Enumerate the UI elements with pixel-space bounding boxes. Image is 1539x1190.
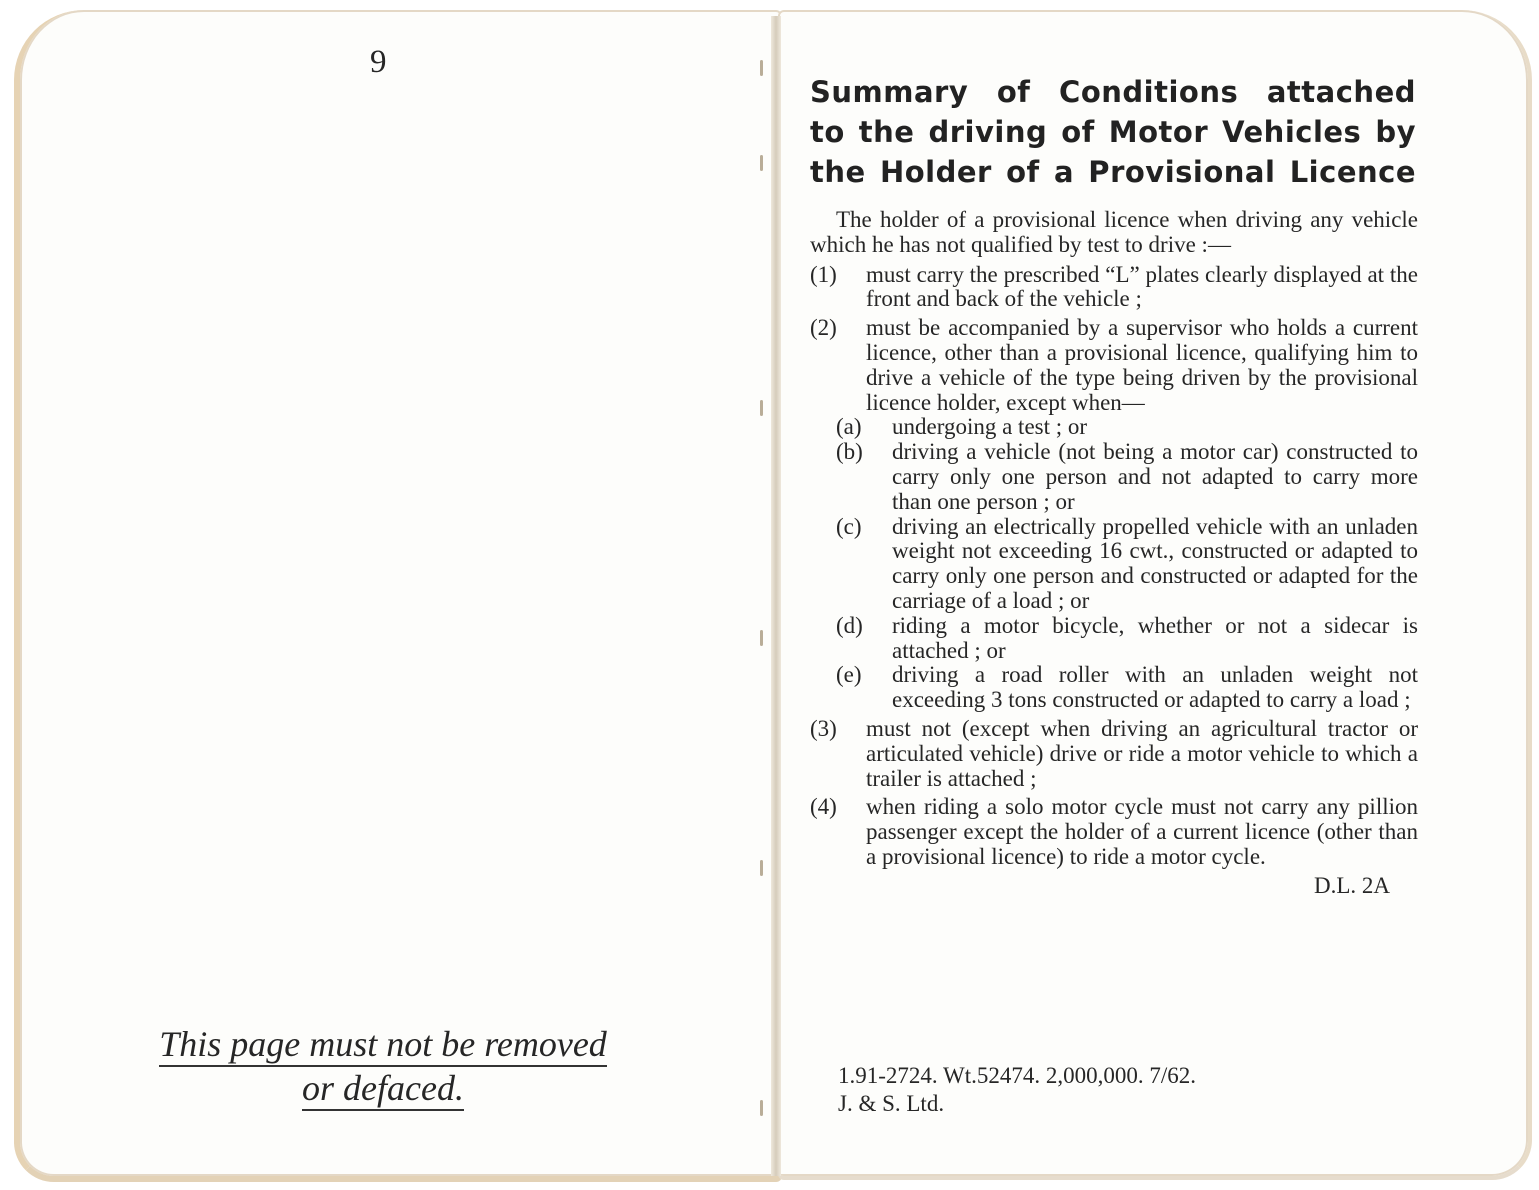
condition-item <box>810 717 1418 791</box>
notice-line-2: or defaced. <box>302 1068 464 1111</box>
heading-line: the Holder of a Provisional Licence <box>810 155 1416 189</box>
print-reference: 1.91-2724. Wt.52474. 2,000,000. 7/62. <box>838 1063 1196 1088</box>
exception-text: driving a road roller with an unladen weight not exceeding 3 tons constructed or adapted to carry a load ; <box>892 662 1418 713</box>
condition-text: must carry the prescribed “L” plates clearly displayed at the front and back of the vehicle ; <box>866 261 1418 312</box>
condition-item <box>810 795 1418 869</box>
spine-stitch <box>760 400 763 416</box>
exception-text: driving an electrically propelled vehicle with an unladen weight not exceeding 16 cwt., constructed or adapted to carry only one person and constructed or adapted for the carriage of a load ; or <box>892 513 1418 613</box>
spine-stitch <box>760 860 763 876</box>
exception-item <box>836 663 1418 713</box>
heading-line: Summary of Conditions attached <box>810 75 1416 109</box>
condition-text: must be accompanied by a supervisor who holds a current licence, other than a provisional licence, qualifying him to drive a vehicle of the type being driven by the provisional licence holder, except when— <box>866 315 1418 415</box>
exception-text: undergoing a test ; or <box>892 414 1088 440</box>
form-code: D.L. 2A <box>1313 872 1390 898</box>
exception-letter: (d) <box>836 612 863 638</box>
condition-text: when riding a solo motor cycle must not carry any pillion passenger except the holder of a current licence (other than a provisional licence) to ride a motor cycle. <box>866 794 1418 869</box>
exception-letter: (b) <box>836 439 863 465</box>
exception-letter: (e) <box>836 662 862 688</box>
condition-number: (4) <box>810 794 837 820</box>
booklet-spine <box>771 16 781 1176</box>
spine-stitch <box>760 155 763 171</box>
page-heading <box>810 72 1416 192</box>
exception-letter: (a) <box>836 414 862 440</box>
heading-line: to the driving of Motor Vehicles by <box>810 115 1416 149</box>
exception-item <box>836 415 1418 440</box>
printer-imprint <box>838 1062 1196 1118</box>
spine-stitch <box>760 60 763 76</box>
condition-number: (2) <box>810 315 837 341</box>
removal-notice <box>40 1022 726 1110</box>
exception-item <box>836 515 1418 614</box>
conditions-text <box>810 208 1418 899</box>
condition-number: (1) <box>810 261 837 287</box>
exception-text: riding a motor bicycle, whether or not a sidecar is attached ; or <box>892 612 1418 663</box>
exception-item <box>836 614 1418 664</box>
condition-text: must not (except when driving an agricultural tractor or articulated vehicle) drive or ride a motor vehicle to which a trailer is attached ; <box>866 715 1418 791</box>
condition-number: (3) <box>810 715 837 741</box>
notice-line-1: This page must not be removed <box>159 1024 607 1067</box>
printer-name: J. & S. Ltd. <box>838 1091 945 1116</box>
exception-item <box>836 440 1418 514</box>
page-number: 9 <box>370 44 387 80</box>
spine-stitch <box>760 1100 763 1116</box>
exception-letter: (c) <box>836 513 862 539</box>
left-page <box>14 10 782 1182</box>
intro-paragraph: The holder of a provisional licence when driving any vehicle which he has not qualified by test to drive :— <box>810 207 1418 257</box>
condition-item <box>810 316 1418 415</box>
exception-text: driving a vehicle (not being a motor car) constructed to carry only one person and not adapted to carry more than one person ; or <box>892 439 1418 514</box>
condition-item <box>810 263 1418 313</box>
spine-stitch <box>760 630 763 646</box>
